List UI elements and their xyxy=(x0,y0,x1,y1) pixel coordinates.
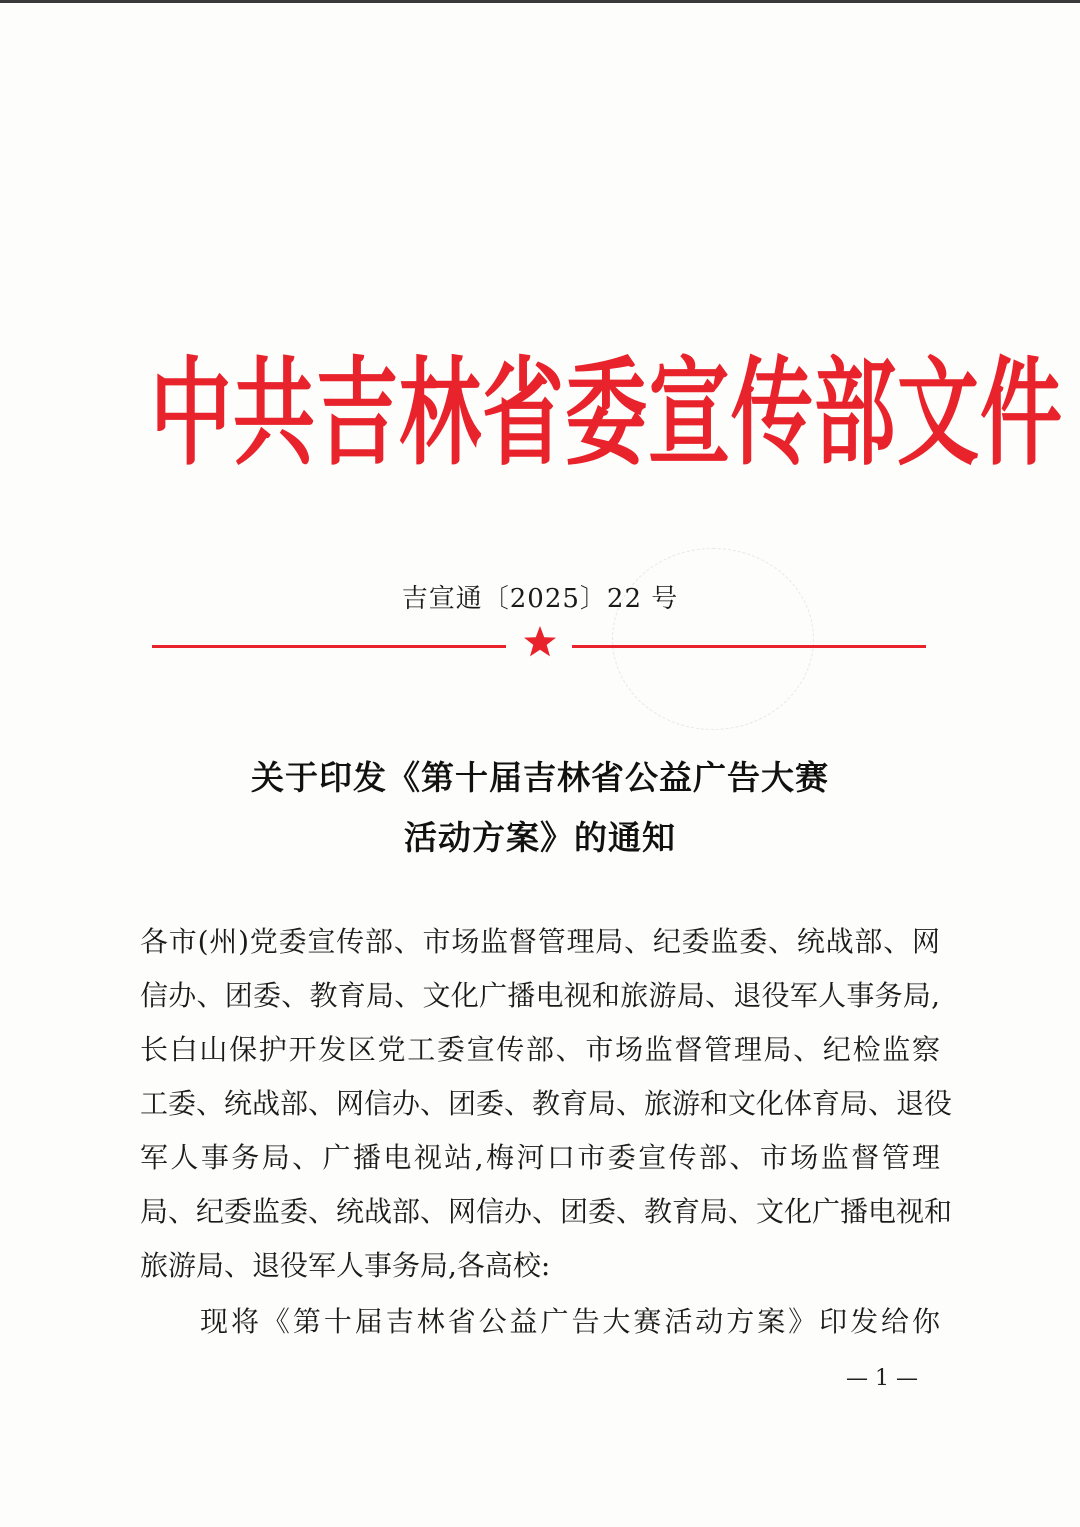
star-icon xyxy=(522,624,558,660)
body-paragraph-line: 现将《第十届吉林省公益广告大赛活动方案》印发给你 xyxy=(200,1305,940,1338)
document-number: 吉宣通〔2025〕22 号 xyxy=(401,584,679,614)
red-rule-right xyxy=(572,645,926,648)
addressee-line: 信办、团委、教育局、文化广播电视和旅游局、退役军人事务局, xyxy=(140,979,940,1012)
addressee-line: 工委、统战部、网信办、团委、教育局、旅游和文化体育局、退役 xyxy=(140,1087,953,1120)
document-title-line-1: 关于印发《第十届吉林省公益广告大赛 xyxy=(251,758,829,797)
addressee-line: 旅游局、退役军人事务局,各高校: xyxy=(140,1249,551,1282)
addressee-line: 长白山保护开发区党工委宣传部、市场监督管理局、纪检监察 xyxy=(140,1033,940,1066)
scan-edge xyxy=(0,0,1080,3)
page-number: — 1 — xyxy=(846,1366,918,1391)
faint-seal-mark xyxy=(612,548,814,730)
addressee-line: 各市(州)党委宣传部、市场监督管理局、纪委监委、统战部、网 xyxy=(140,925,940,958)
red-rule-left xyxy=(152,645,506,648)
addressee-line: 军人事务局、广播电视站,梅河口市委宣传部、市场监督管理 xyxy=(140,1141,940,1174)
document-masthead: 中共吉林省委宣传部文件 xyxy=(150,346,1064,482)
addressee-line: 局、纪委监委、统战部、网信办、团委、教育局、文化广播电视和 xyxy=(140,1195,953,1228)
document-title-line-2: 活动方案》的通知 xyxy=(404,818,676,857)
